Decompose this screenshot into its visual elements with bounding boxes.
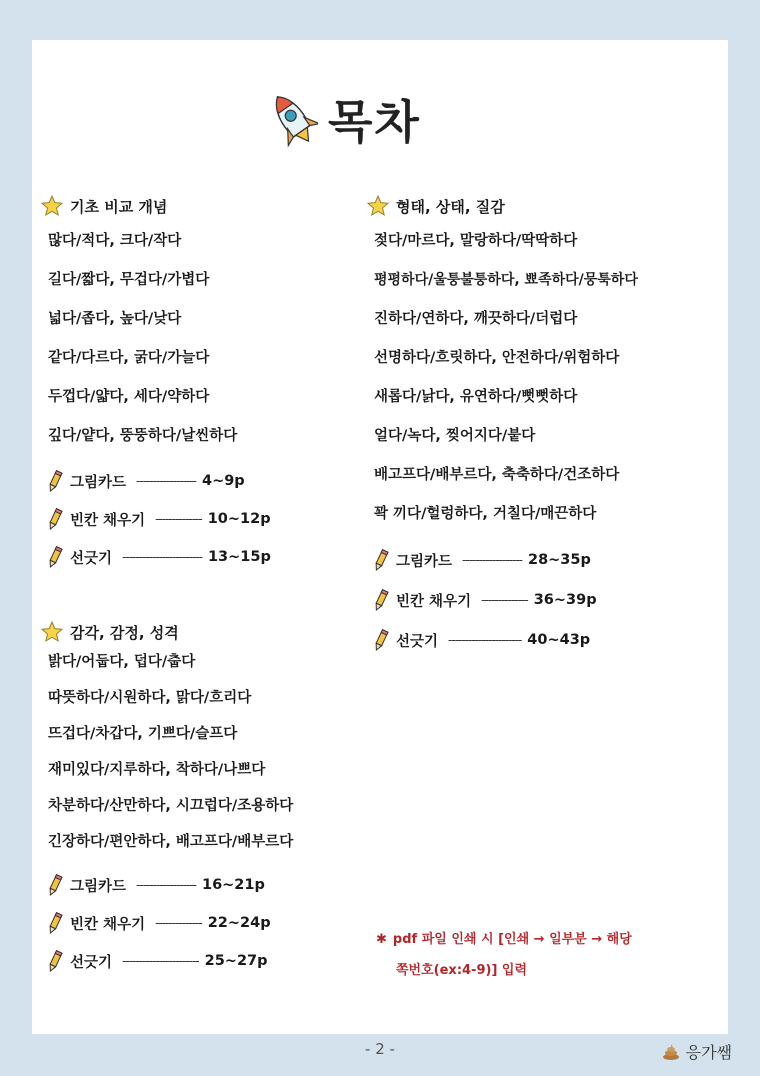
page-number: - 2 -	[365, 1040, 395, 1058]
section-heading: 감각, 감정, 성격	[40, 618, 360, 646]
list-item: 두껍다/얇다, 세다/약하다	[48, 389, 210, 405]
section-senses	[40, 618, 360, 980]
page-range-row: 선긋기 ------------------------ 13~15p	[40, 538, 360, 576]
pencil-icon	[46, 545, 64, 569]
print-note	[376, 924, 706, 986]
star-icon	[366, 194, 390, 218]
title-block	[268, 84, 421, 154]
right-column	[366, 192, 726, 660]
pencil-icon	[46, 873, 64, 897]
pencil-icon	[46, 507, 64, 531]
pencil-icon	[372, 548, 390, 572]
list-item: 길다/짧다, 무겁다/가볍다	[48, 272, 210, 288]
list-item: 긴장하다/편안하다, 배고프다/배부르다	[48, 834, 294, 850]
brand-name: 응가쌤	[685, 1043, 732, 1062]
list-item: 같다/다르다, 굵다/가늘다	[48, 350, 210, 366]
pencil-icon	[46, 911, 64, 935]
list-item: 따뜻하다/시원하다, 맑다/흐리다	[48, 690, 252, 706]
pencil-icon	[372, 588, 390, 612]
pencil-icon	[372, 628, 390, 652]
list-item: 평평하다/울퉁불퉁하다, 뾰족하다/뭉툭하다	[374, 272, 638, 288]
page-range-row: 선긋기 ----------------------- 25~27p	[40, 942, 360, 980]
list-item: 깊다/얕다, 뚱뚱하다/날씬하다	[48, 428, 238, 444]
page-range-row: 빈칸 채우기 -------------- 10~12p	[40, 500, 360, 538]
list-item: 많다/적다, 크다/작다	[48, 233, 182, 249]
section-shape	[366, 192, 726, 660]
pencil-icon	[46, 949, 64, 973]
list-item: 재미있다/지루하다, 착하다/나쁘다	[48, 762, 266, 778]
list-item: 꽉 끼다/헐렁하다, 거칠다/매끈하다	[374, 506, 597, 522]
poop-icon	[662, 1044, 680, 1060]
rocket-icon	[268, 90, 318, 148]
section-basic	[40, 192, 360, 576]
list-item: 밝다/어둡다, 덥다/춥다	[48, 654, 196, 670]
print-note-line-1: ✱ pdf 파일 인쇄 시 [인쇄 → 일부분 → 해당	[376, 932, 632, 947]
page-range-row: 그림카드 ------------------ 16~21p	[40, 866, 360, 904]
pencil-icon	[46, 469, 64, 493]
section-heading: 형태, 상태, 질감	[366, 192, 726, 220]
brand-logo	[662, 1040, 732, 1063]
list-item: 젖다/마르다, 말랑하다/딱딱하다	[374, 233, 578, 249]
page-range-row: 빈칸 채우기 -------------- 22~24p	[40, 904, 360, 942]
print-note-line-2: 쪽번호(ex:4-9)] 입력	[396, 963, 528, 978]
asterisk-icon: ✱	[376, 932, 387, 947]
left-column	[40, 192, 360, 980]
list-item: 차분하다/산만하다, 시끄럽다/조용하다	[48, 798, 294, 814]
list-item: 새롭다/낡다, 유연하다/뻣뻣하다	[374, 389, 578, 405]
page-title: 목차	[328, 95, 421, 149]
page-range-row: 선긋기 ---------------------- 40~43p	[366, 620, 726, 660]
section-heading: 기초 비교 개념	[40, 192, 360, 220]
page-range-row: 그림카드 ------------------ 28~35p	[366, 540, 726, 580]
list-item: 진하다/연하다, 깨끗하다/더럽다	[374, 311, 578, 327]
page-range-row: 그림카드 ------------------ 4~9p	[40, 462, 360, 500]
list-item: 넓다/좁다, 높다/낮다	[48, 311, 182, 327]
list-item: 얼다/녹다, 찢어지다/붙다	[374, 428, 536, 444]
star-icon	[40, 620, 64, 644]
list-item: 배고프다/배부르다, 축축하다/건조하다	[374, 467, 620, 483]
page-range-row: 빈칸 채우기 -------------- 36~39p	[366, 580, 726, 620]
list-item: 선명하다/흐릿하다, 안전하다/위험하다	[374, 350, 620, 366]
list-item: 뜨겁다/차갑다, 기쁘다/슬프다	[48, 726, 238, 742]
star-icon	[40, 194, 64, 218]
